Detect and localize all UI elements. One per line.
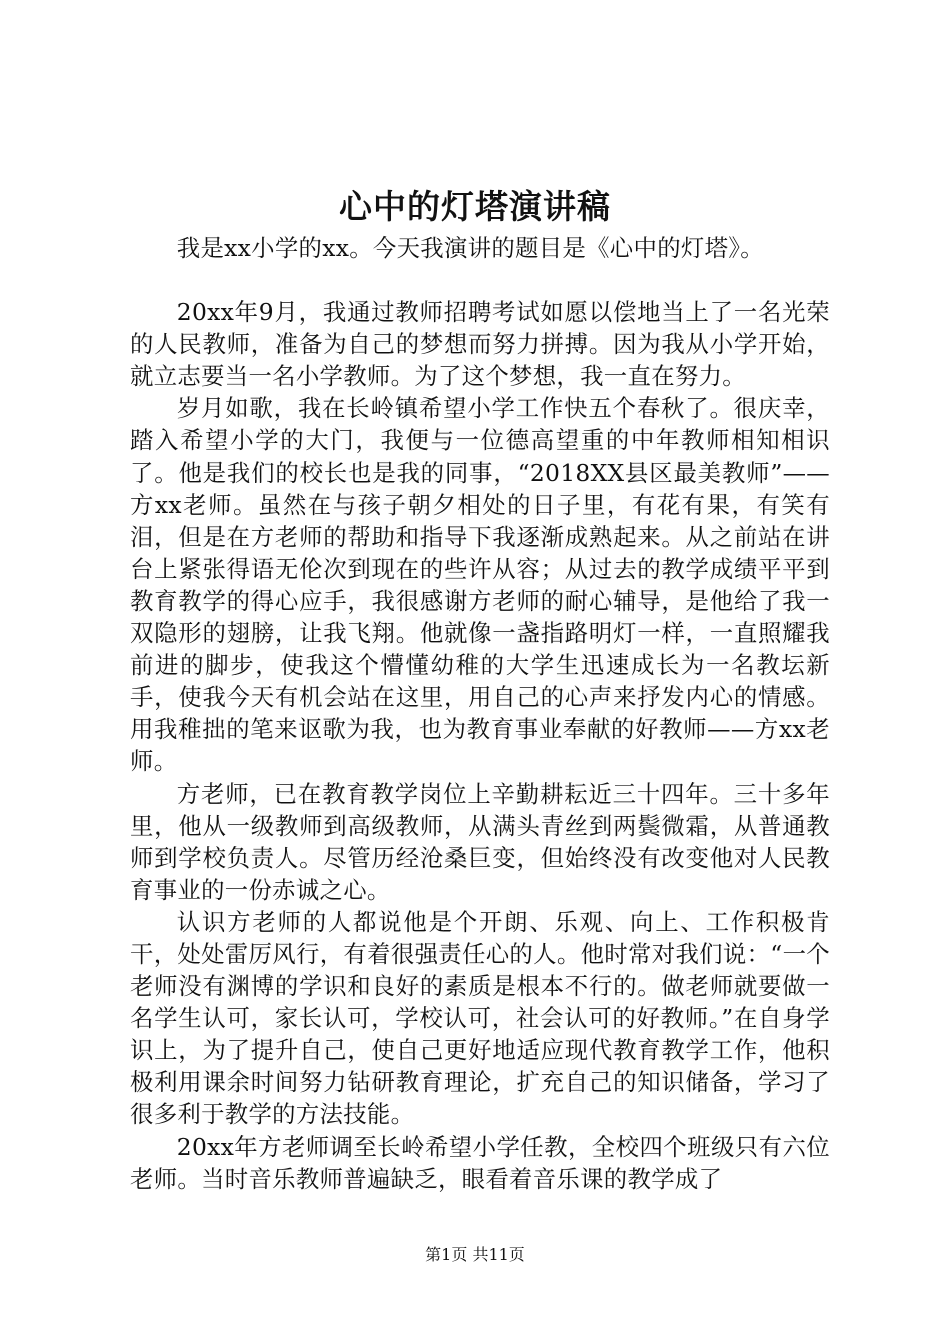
paragraph-intro: 我是xx小学的xx。今天我演讲的题目是《心中的灯塔》。 xyxy=(176,234,764,262)
document-body xyxy=(130,232,830,1195)
paragraph: 20xx年方老师调至长岭希望小学任教，全校四个班级只有六位老师。当时音乐教师普遍缺乏，眼看着音乐课的教学成了 xyxy=(130,1132,830,1193)
page-number-indicator: 第1页 共11页 xyxy=(425,1245,525,1264)
paragraph: 方老师，已在教育教学岗位上辛勤耕耘近三十四年。三十多年里，他从一级教师到高级教师，从满头青丝到两鬓微霜，从普通教师到学校负责人。尽管历经沧桑巨变，但始终没有改变他对人民教育事业的一份赤诚之心。 xyxy=(130,779,830,904)
paragraph: 认识方老师的人都说他是个开朗、乐观、向上、工作积极肯干，处处雷厉风行，有着很强责任心的人。他时常对我们说：“一个老师没有渊博的学识和良好的素质是根本不行的。做老师就要做一名学生认可，家长认可，学校认可，社会认可的好教师。”在自身学识上，为了提升自己，使自己更好地适应现代教育教学工作，他积极利用课余时间努力钻研教育理论，扩充自己的知识储备，学习了很多利于教学的方法技能。 xyxy=(130,907,830,1129)
page-footer xyxy=(0,1244,950,1266)
document-title: 心中的灯塔演讲稿 xyxy=(339,187,611,226)
paragraph: 岁月如歌，我在长岭镇希望小学工作快五个春秋了。很庆幸，踏入希望小学的大门，我便与一位德高望重的中年教师相知相识了。他是我们的校长也是我的同事，“2018XX县区最美教师”——方xx老师。虽然在与孩子朝夕相处的日子里，有花有果，有笑有泪，但是在方老师的帮助和指导下我逐渐成熟起来。从之前站在讲台上紧张得语无伦次到现在的些许从容；从过去的教学成绩平平到教育教学的得心应手，我很感谢方老师的耐心辅导，是他给了我一双隐形的翅膀，让我飞翔。他就像一盏指路明灯一样，一直照耀我前进的脚步，使我这个懵懂幼稚的大学生迅速成长为一名教坛新手，使我今天有机会站在这里，用自己的心声来抒发内心的情感。用我稚拙的笔来讴歌为我，也为教育事业奉献的好教师——方xx老师。 xyxy=(130,394,830,776)
paragraph: 20xx年9月，我通过教师招聘考试如愿以偿地当上了一名光荣的人民教师，准备为自己的梦想而努力拼搏。因为我从小学开始，就立志要当一名小学教师。为了这个梦想，我一直在努力。 xyxy=(130,298,830,391)
